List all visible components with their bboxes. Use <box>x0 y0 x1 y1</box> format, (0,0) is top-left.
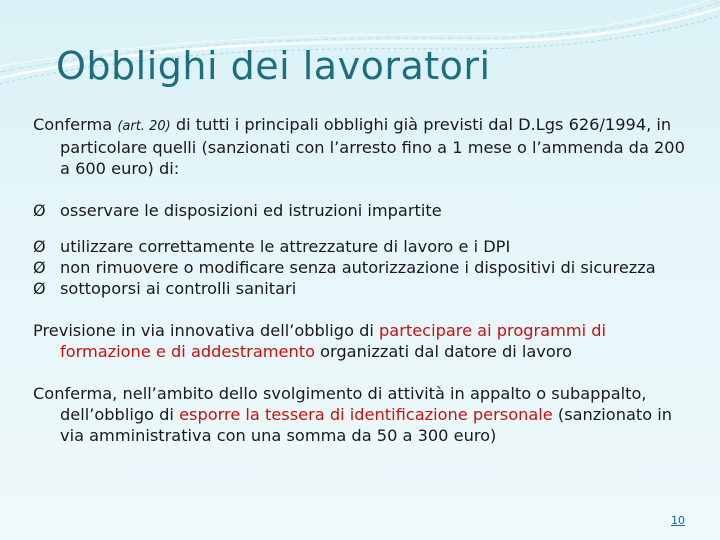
page-number-link[interactable]: 10 <box>671 514 685 527</box>
list-item <box>33 200 695 221</box>
bullet-text: non rimuovere o modificare senza autorizzazione i dispositivi di sicurezza <box>60 258 656 277</box>
training-paragraph <box>33 320 695 362</box>
badge-text-start: Conferma, nell’ambito dello svolgimento di attività in appalto o subappalto, dell’obbligo di <box>33 384 647 424</box>
intro-paragraph <box>33 114 695 179</box>
training-highlight-addestramento: addestramento <box>190 342 315 361</box>
bullet-list-second <box>33 236 695 299</box>
bullet-text: sottoporsi ai controlli sanitari <box>60 279 297 298</box>
bullet-text: utilizzare correttamente le attrezzature di lavoro e i DPI <box>60 237 511 256</box>
training-text-end: organizzati dal datore di lavoro <box>314 342 572 361</box>
intro-text-start: Conferma <box>33 115 118 134</box>
list-item <box>33 236 695 257</box>
badge-paragraph <box>33 383 695 446</box>
arrow-bullet-icon: Ø <box>33 258 46 277</box>
list-item <box>33 257 695 278</box>
training-connector: e di <box>150 342 191 361</box>
bullet-list-first <box>33 200 695 221</box>
badge-highlight: esporre la tessera di identificazione personale <box>179 405 553 424</box>
bullet-text: osservare le disposizioni ed istruzioni impartite <box>60 201 442 220</box>
arrow-bullet-icon: Ø <box>33 237 46 256</box>
list-item <box>33 278 695 299</box>
slide-title: Obblighi dei lavoratori <box>56 44 491 88</box>
training-highlight: partecipare ai programmi di formazione <box>60 321 607 361</box>
arrow-bullet-icon: Ø <box>33 201 46 220</box>
intro-text-end: di tutti i principali obblighi già previsti dal D.Lgs 626/1994, in particolare quelli (sanzionati con l’arresto fino a 1 mese o l’ammenda da 200 a 600 euro) di: <box>60 115 685 178</box>
badge-text-end: (sanzionato in via amministrativa con una somma da 50 a 300 euro) <box>60 405 673 445</box>
slide-body <box>33 114 695 446</box>
arrow-bullet-icon: Ø <box>33 279 46 298</box>
training-text-start: Previsione in via innovativa dell’obbligo di <box>33 321 380 340</box>
article-reference: (art. 20) <box>117 119 171 134</box>
